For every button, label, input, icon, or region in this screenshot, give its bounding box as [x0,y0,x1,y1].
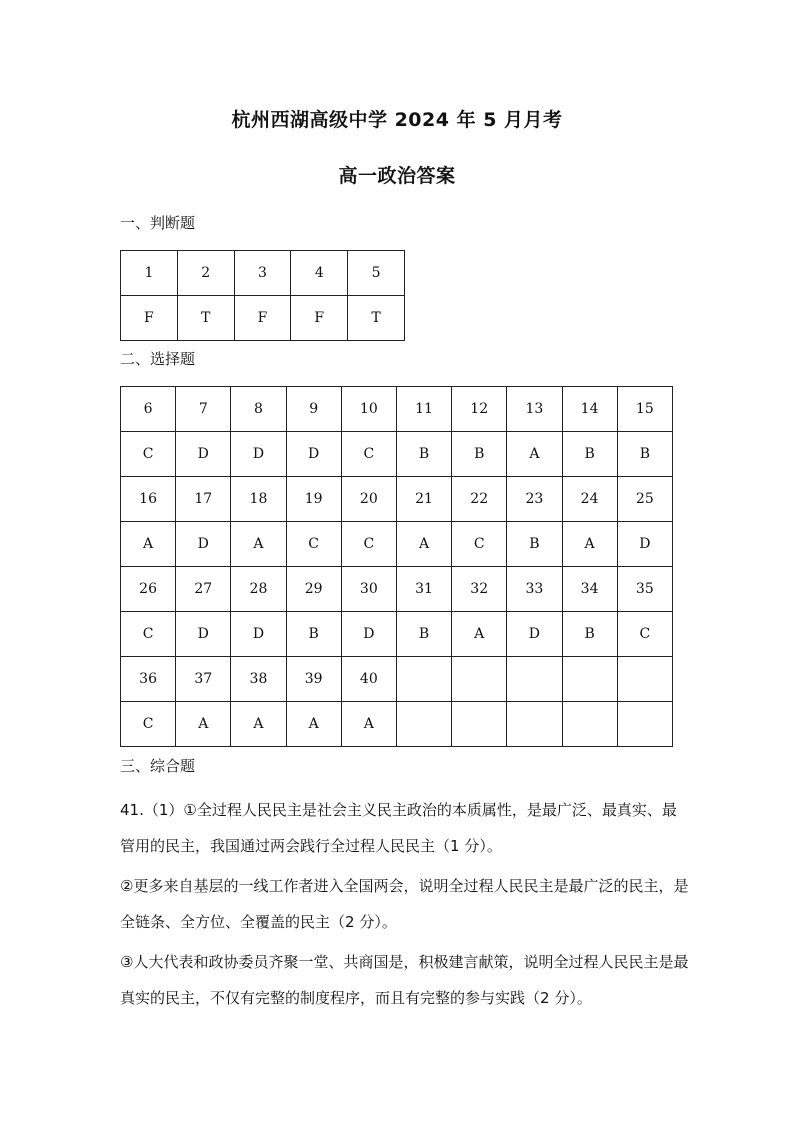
document-title: 杭州西湖高级中学 2024 年 5 月月考 [231,109,563,131]
question-number-cell: 40 [341,657,396,702]
multiple-choice-answer-table [120,386,673,747]
answer-cell: D [341,612,396,657]
question-number-cell: 31 [396,567,451,612]
table-row [121,612,673,657]
question-number-cell: 18 [231,477,286,522]
answer-cell [507,702,562,747]
question-number-cell: 37 [176,657,231,702]
question-number-cell: 19 [286,477,341,522]
answer-cell: C [341,522,396,567]
question-number-cell: 17 [176,477,231,522]
question-number-cell: 11 [396,387,451,432]
answer-cell: F [121,296,178,341]
answer-cell: C [121,702,176,747]
answer-cell: B [396,432,451,477]
answer-cell: B [617,432,672,477]
answer-cell: A [562,522,617,567]
table-row [121,657,673,702]
question-number-cell: 10 [341,387,396,432]
question-number-cell: 26 [121,567,176,612]
answer-paragraph: ②更多来自基层的一线工作者进入全国两会，说明全过程人民民主是最广泛的民主，是全链条、全方位、全覆盖的民主（2 分）。 [120,877,689,931]
table-row [121,477,673,522]
question-number-cell: 3 [234,251,291,296]
answer-cell: C [121,612,176,657]
answer-cell: D [231,432,286,477]
answer-cell: A [341,702,396,747]
section-heading-true-false: 一、判断题 [120,214,196,232]
answer-cell: C [341,432,396,477]
answer-paragraph: 41.（1）①全过程人民民主是社会主义民主政治的本质属性，是最广泛、最真实、最管用的民主，我国通过两会践行全过程人民民主（1 分）。 [120,801,677,855]
question-number-cell: 36 [121,657,176,702]
answer-cell: D [286,432,341,477]
table-row [121,387,673,432]
question-number-cell: 39 [286,657,341,702]
question-number-cell: 38 [231,657,286,702]
question-number-cell: 34 [562,567,617,612]
answer-cell: A [507,432,562,477]
question-number-cell [396,657,451,702]
answer-cell: A [452,612,507,657]
answer-paragraph: ③人大代表和政协委员齐聚一堂、共商国是，积极建言献策，说明全过程人民民主是最真实的民主，不仅有完整的制度程序，而且有完整的参与实践（2 分）。 [120,953,689,1007]
question-number-cell: 33 [507,567,562,612]
answer-cell: B [507,522,562,567]
question-number-cell: 30 [341,567,396,612]
section-heading-comprehensive: 三、综合题 [120,757,196,775]
table-row [121,432,673,477]
answer-cell: D [617,522,672,567]
answer-cell: D [176,432,231,477]
table-row [121,522,673,567]
answer-cell [396,702,451,747]
answer-cell: C [452,522,507,567]
question-number-cell [452,657,507,702]
answer-cell: B [396,612,451,657]
question-number-cell: 9 [286,387,341,432]
answer-cell: B [562,432,617,477]
answer-cell: B [452,432,507,477]
question-number-cell: 8 [231,387,286,432]
question-number-cell: 24 [562,477,617,522]
answer-cell: B [286,612,341,657]
table-row [121,567,673,612]
answer-cell: D [176,612,231,657]
question-number-cell: 14 [562,387,617,432]
question-number-cell: 22 [452,477,507,522]
question-number-cell: 6 [121,387,176,432]
true-false-answer-table [120,250,405,341]
answer-cell: A [121,522,176,567]
question-number-cell: 4 [291,251,348,296]
question-number-cell: 15 [617,387,672,432]
question-number-cell: 21 [396,477,451,522]
question-number-cell: 28 [231,567,286,612]
question-number-cell: 7 [176,387,231,432]
answer-cell: A [396,522,451,567]
question-number-cell [507,657,562,702]
question-number-cell: 13 [507,387,562,432]
question-number-cell: 23 [507,477,562,522]
answer-cell: T [348,296,405,341]
table-row [121,702,673,747]
question-number-cell: 2 [177,251,234,296]
question-number-cell: 29 [286,567,341,612]
question-number-cell [617,657,672,702]
answer-cell: D [231,612,286,657]
question-number-cell: 16 [121,477,176,522]
document-subtitle: 高一政治答案 [338,165,456,187]
question-number-cell: 1 [121,251,178,296]
answer-cell: C [121,432,176,477]
table-row [121,251,405,296]
question-number-cell: 25 [617,477,672,522]
answer-cell: C [617,612,672,657]
answer-cell: F [291,296,348,341]
answer-cell: F [234,296,291,341]
question-number-cell: 32 [452,567,507,612]
answer-cell: A [231,522,286,567]
answer-cell: T [177,296,234,341]
section-heading-multiple-choice: 二、选择题 [120,350,196,368]
table-row [121,296,405,341]
answer-cell: D [176,522,231,567]
answer-cell: A [231,702,286,747]
answer-cell: B [562,612,617,657]
answer-cell [617,702,672,747]
question-number-cell: 27 [176,567,231,612]
question-number-cell: 35 [617,567,672,612]
answer-cell: C [286,522,341,567]
answer-cell: A [176,702,231,747]
question-number-cell: 12 [452,387,507,432]
answer-cell: A [286,702,341,747]
question-number-cell [562,657,617,702]
answer-cell [452,702,507,747]
question-number-cell: 20 [341,477,396,522]
answer-cell: D [507,612,562,657]
answer-cell [562,702,617,747]
question-number-cell: 5 [348,251,405,296]
